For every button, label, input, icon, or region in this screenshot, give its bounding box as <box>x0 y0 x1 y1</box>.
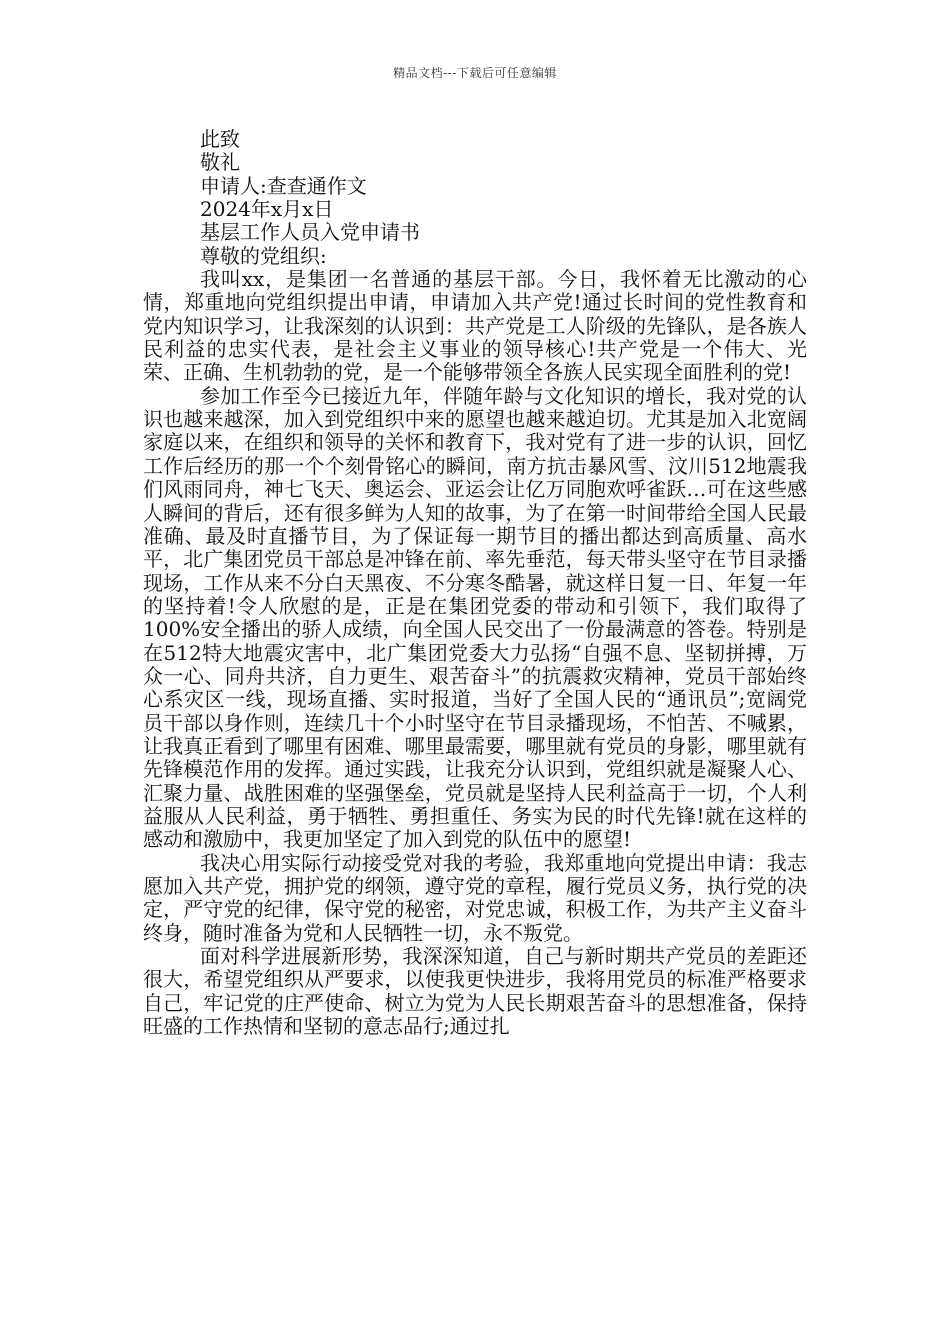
closing-line-2: 敬礼 <box>200 150 240 175</box>
page-header: 精品文档---下载后可任意编辑 <box>393 66 557 80</box>
applicant-line: 申请人:查查通作文 <box>200 173 367 198</box>
paragraph-2: 参加工作至今已接近九年，伴随年龄与文化知识的增长，我对党的认识也越来越深，加入到党组织中来的愿望也越来越迫切。尤其是加入北宽阔家庭以来，在组织和领导的关怀和教育下，我对党有了进一步的认识，回忆工作后经历的那一个个刻骨铭心的瞬间，南方抗击暴风雪、汶川512地震我们风雨同舟，神七飞天、奥运会、亚运会让亿万同胞欢呼雀跃…可在这些感人瞬间的背后，还有很多鲜为人知的故事，为了在第一时间带给全国人民最准确、最及时直播节目，为了保证每一期节目的播出都达到高质量、高水平，北广集团党员干部总是冲锋在前、率先垂范，每天带头坚守在节目录播现场，工作从来不分白天黑夜、不分寒冬酷暑，就这样日复一日、年复一年的坚持着!令人欣慰的是，正是在集团党委的带动和引领下，我们取得了100%安全播出的骄人成绩，向全国人民交出了一份最满意的答卷。特别是在512特大地震灾害中，北广集团党委大力弘扬“自强不息、坚韧拼搏，万众一心、同舟共济，自力更生、艰苦奋斗”的抗震救灾精神，党员干部始终心系灾区一线，现场直播、实时报道，当好了全国人民的“通讯员”;宽阔党员干部以身作则，连续几十个小时坚守在节目录播现场，不怕苦、不喊累，让我真正看到了哪里有困难、哪里最需要，哪里就有党员的身影，哪里就有先锋模范作用的发挥。通过实践，让我充分认识到，党组织就是凝聚人心、汇聚力量、战胜困难的坚强堡垒，党员就是坚持人民利益高于一切，个人利益服从人民利益，勇于牺牲、勇担重任、务实为民的时代先锋!就在这样的感动和激励中，我更加坚定了加入到党的队伍中的愿望! <box>143 383 807 852</box>
closing-line-1: 此致 <box>200 127 240 151</box>
paragraph-3: 我决心用实际行动接受党对我的考验，我郑重地向党提出申请：我志愿加入共产党，拥护党的纲领，遵守党的章程，履行党员义务，执行党的决定，严守党的纪律，保守党的秘密，对党忠诚，积极工作，为共产主义奋斗终身，随时准备为党和人民牺牲一切，永不叛党。 <box>143 850 807 945</box>
date-line: 2024年x月x日 <box>200 197 334 222</box>
paragraph-1: 我叫xx，是集团一名普通的基层干部。今日，我怀着无比激动的心情，郑重地向党组织提出申请，申请加入共产党!通过长时间的党性教育和党内知识学习，让我深刻的认识到：共产党是工人阶级的先锋队，是各族人民利益的忠实代表，是社会主义事业的领导核心!共产党是一个伟大、光荣、正确、生机勃勃的党，是一个能够带领全各族人民实现全面胜利的党! <box>143 267 807 385</box>
document-title: 基层工作人员入党申请书 <box>200 220 420 245</box>
salutation: 尊敬的党组织: <box>200 243 327 268</box>
paragraph-4: 面对科学进展新形势，我深深知道，自己与新时期共产党员的差距还很大，希望党组织从严要求，以使我更快进步，我将用党员的标准严格要求自己，牢记党的庄严使命、树立为党为人民长期艰苦奋斗的思想准备，保持旺盛的工作热情和坚韧的意志品行;通过扎 <box>143 944 807 1039</box>
document-body <box>143 128 807 1038</box>
